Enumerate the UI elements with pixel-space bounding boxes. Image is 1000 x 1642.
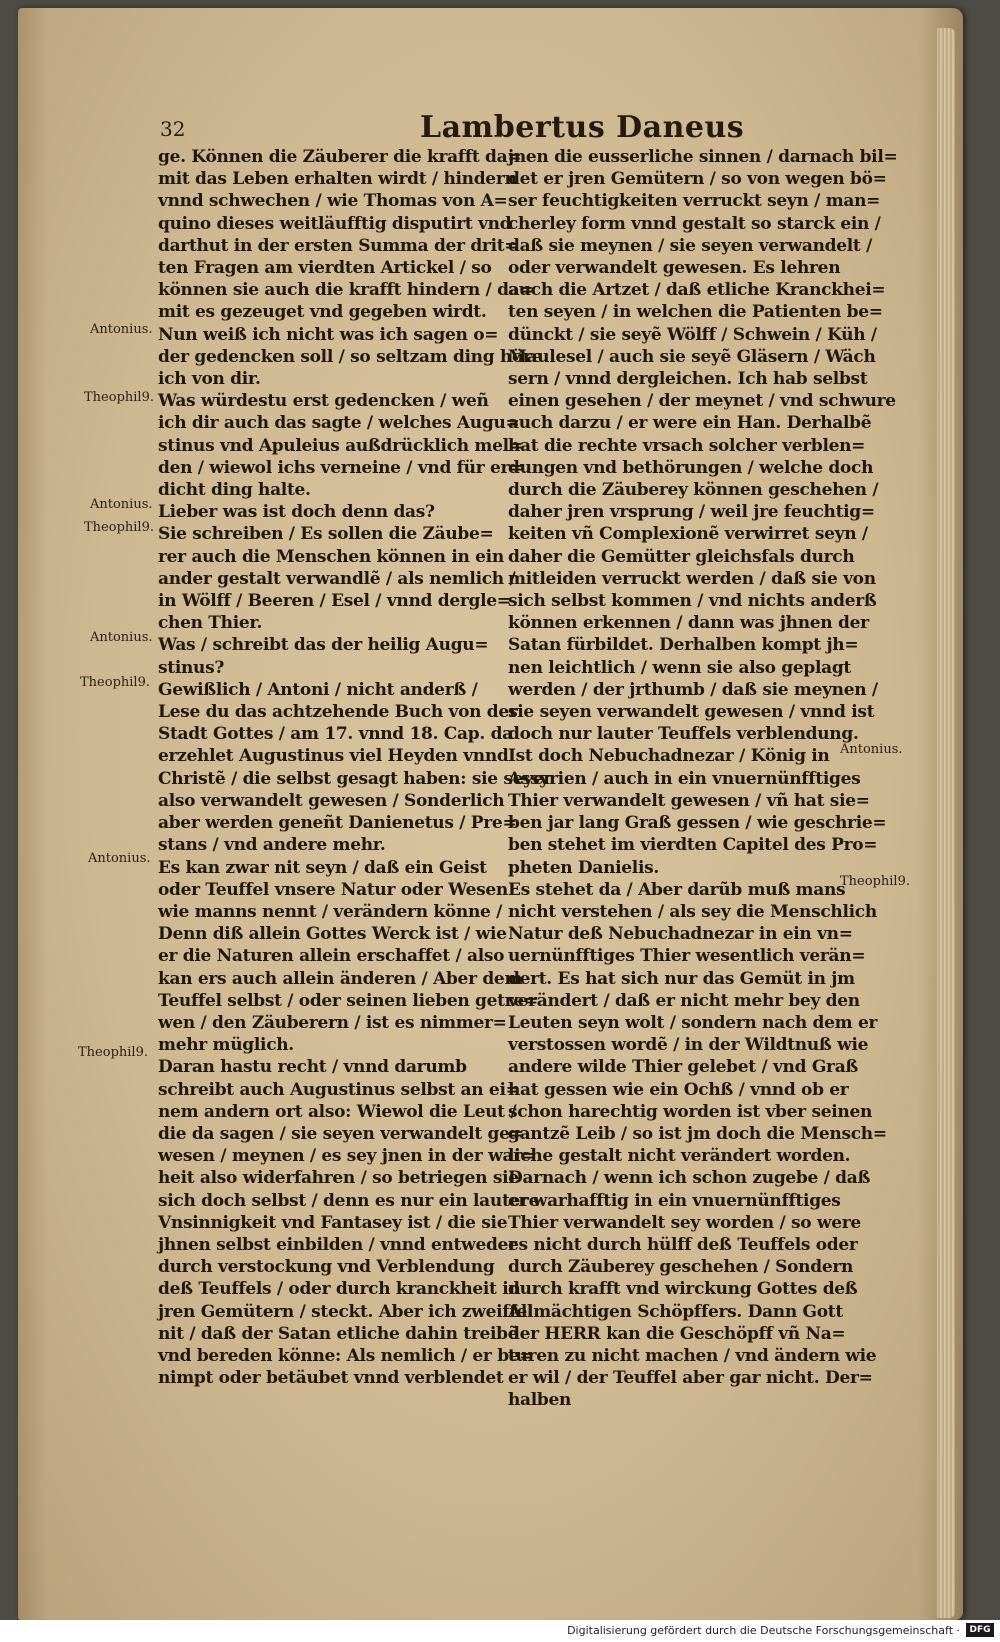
text-line: jhnen selbst einbilden / vnnd entweder (158, 1234, 517, 1255)
text-line: dert. Es hat sich nur das Gemüt in jm (508, 968, 855, 989)
text-line: daher die Gemütter gleichsfals durch (508, 546, 855, 567)
text-line: halben (508, 1390, 572, 1411)
text-line: wie manns nennt / verändern könne / (158, 901, 503, 922)
margin-note-speaker: Theophil9. (80, 675, 150, 690)
text-line: Lese du das achtzehende Buch von der (158, 702, 518, 723)
text-line: ser feuchtigkeiten verruckt seyn / man= (508, 191, 881, 212)
text-line: die da sagen / sie seyen verwandelt ge= (158, 1123, 524, 1144)
text-line: ten seyen / in welchen die Patienten be= (508, 302, 883, 323)
text-line: Thier verwandelt sey worden / so were (508, 1212, 861, 1233)
text-line: ben stehet im vierdten Capitel des Pro= (508, 835, 878, 856)
text-line: Darnach / wenn ich schon zugebe / daß (508, 1168, 871, 1189)
text-line: quino dieses weitläufftig disputirt vnd (158, 213, 512, 234)
text-line: uernünfftiges Thier wesentlich verän= (508, 946, 866, 967)
text-line: Was würdestu erst gedencken / weñ (158, 391, 489, 412)
text-line: mitleiden verruckt werden / daß sie von (508, 568, 876, 589)
text-line: sich selbst kommen / vnd nichts anderß (508, 591, 877, 612)
text-line: Natur deß Nebuchadnezar in ein vn= (508, 924, 853, 945)
text-line: stans / vnd andere mehr. (158, 835, 386, 856)
text-line: nem andern ort also: Wiewol die Leut / (158, 1101, 517, 1122)
text-line: durch krafft vnd wirckung Gottes deß (508, 1279, 858, 1300)
text-line: nit / daß der Satan etliche dahin treibẽ (158, 1323, 519, 1344)
running-head: Lambertus Daneus (420, 110, 745, 145)
footer-bar (0, 1620, 1000, 1642)
text-line: mit das Leben erhalten wirdt / hindern (158, 169, 517, 190)
text-line: hat die rechte vrsach solcher verblen= (508, 435, 866, 456)
text-line: dicht ding halte. (158, 480, 311, 501)
text-line: Gewißlich / Antoni / nicht anderß / (158, 679, 478, 700)
text-line: dünckt / sie seyẽ Wölff / Schwein / Küh / (508, 324, 877, 345)
page-number: 32 (160, 117, 186, 141)
text-line: darthut in der ersten Summa der drit= (158, 235, 519, 256)
text-line: nen leichtlich / wenn sie also geplagt (508, 657, 851, 678)
text-line: dungen vnd bethörungen / welche doch (508, 457, 874, 478)
text-line: aber werden geneñt Danienetus / Pre= (158, 813, 517, 834)
text-line: Stadt Gottes / am 17. vnnd 18. Cap. da (158, 724, 513, 745)
text-line: auch darzu / er were ein Han. Derhalbẽ (508, 413, 872, 434)
text-line: ich dir auch das sagte / welches Augu= (158, 413, 520, 434)
text-line: oder Teuffel vnsere Natur oder Wesen (158, 879, 508, 900)
text-line: den / wiewol ichs verneine / vnd für er= (158, 457, 524, 478)
left-text-column (158, 146, 556, 1389)
text-line: Ist doch Nebuchadnezar / König in (508, 746, 830, 767)
text-line: Nun weiß ich nicht was ich sagen o= (158, 324, 499, 345)
margin-note-speaker: Antonius. (90, 630, 153, 645)
text-line: Thier verwandelt gewesen / vñ hat sie= (508, 790, 870, 811)
text-line: mit es gezeuget vnd gegeben wirdt. (158, 302, 487, 323)
text-line: Leuten seyn wolt / sondern nach dem er (508, 1012, 878, 1033)
text-line: Satan fürbildet. Derhalben kompt jh= (508, 635, 859, 656)
text-line: jnen die eusserliche sinnen / darnach bil= (508, 147, 898, 167)
text-line: deß Teuffels / oder durch kranckheit in (158, 1279, 521, 1300)
margin-note-speaker: Theophil9. (84, 390, 154, 405)
text-line: verändert / daß er nicht mehr bey den (508, 990, 860, 1011)
margin-note-speaker: Antonius. (88, 851, 151, 866)
text-line: chen Thier. (158, 613, 263, 634)
text-line: können erkennen / dann was jhnen der (508, 613, 869, 634)
text-line: vnnd schwechen / wie Thomas von A= (158, 191, 508, 212)
text-line: doch nur lauter Teuffels verblendung. (508, 724, 859, 745)
footer-credit: Digitalisierung gefördert durch die Deutsche Forschungsgemeinschaft · (567, 1624, 960, 1637)
text-line: auch die Artzet / daß etliche Kranckhei= (508, 280, 886, 301)
text-line: schon harechtig worden ist vber seinen (508, 1101, 873, 1122)
text-line: es nicht durch hülff deß Teuffels oder (508, 1234, 858, 1255)
margin-note-speaker: Theophil9. (78, 1045, 148, 1060)
text-line: wesen / meynen / es sey jnen in der war= (158, 1146, 536, 1167)
text-line: Vnsinnigkeit vnd Fantasey ist / die sie (158, 1212, 508, 1233)
text-line: ben jar lang Graß gessen / wie geschrie= (508, 813, 887, 834)
text-line: durch Zäuberey geschehen / Sondern (508, 1257, 854, 1278)
text-line: cherley form vnnd gestalt so starck ein / (508, 213, 881, 234)
text-line: der HERR kan die Geschöpff vñ Na= (508, 1323, 846, 1344)
text-line: kan ers auch allein änderen / Aber dem (158, 968, 523, 989)
text-line: einen gesehen / der meynet / vnd schwure (508, 391, 896, 412)
text-line: Sie schreiben / Es sollen die Zäube= (158, 524, 494, 545)
text-line: er wil / der Teuffel aber gar nicht. Der= (508, 1368, 873, 1389)
text-line: jren Gemütern / steckt. Aber ich zweiffel (158, 1301, 533, 1322)
text-line: schreibt auch Augustinus selbst an ei= (158, 1079, 520, 1100)
text-line: Es kan zwar nit seyn / daß ein Geist (158, 857, 487, 878)
margin-note-speaker: Antonius. (840, 742, 903, 757)
text-line: Es stehet da / Aber darũb muß mans (508, 879, 846, 900)
margin-note-speaker: Antonius. (90, 497, 153, 512)
text-line: er warhafftig in ein vnuernünfftiges (508, 1190, 841, 1211)
text-line: Teuffel selbst / oder seinen lieben getre= (158, 990, 538, 1011)
text-line: Was / schreibt das der heilig Augu= (158, 635, 489, 656)
text-line: gantzẽ Leib / so ist jm doch die Mensch= (508, 1123, 887, 1144)
page-edges (937, 28, 955, 1618)
margin-note-speaker: Theophil9. (84, 520, 154, 535)
text-line: Assyrien / auch in ein vnuernünfftiges (508, 768, 861, 789)
text-line: mehr müglich. (158, 1035, 294, 1056)
text-line: pheten Danielis. (508, 857, 660, 878)
text-line: stinus vnd Apuleius außdrücklich mel= (158, 435, 523, 456)
text-line: sern / vnnd dergleichen. Ich hab selbst (508, 369, 868, 390)
text-line: verstossen wordẽ / in der Wildtnuß wie (508, 1035, 869, 1056)
text-line: det er jren Gemütern / so von wegen bö= (508, 169, 887, 190)
dfg-logo: DFG (966, 1623, 994, 1637)
text-line: Maulesel / auch sie seyẽ Gläsern / Wäch (508, 346, 876, 367)
text-line: daher jren vrsprung / weil jre feuchtig= (508, 502, 875, 523)
text-line: Christẽ / die selbst gesagt haben: sie seyen (158, 768, 556, 789)
margin-note-speaker: Antonius. (90, 322, 153, 337)
text-line: andere wilde Thier gelebet / vnd Graß (508, 1057, 859, 1078)
text-line: durch die Zäuberey können geschehen / (508, 480, 879, 501)
text-line: hat gessen wie ein Ochß / vnnd ob er (508, 1079, 849, 1100)
text-line: nimpt oder betäubet vnnd verblendet (158, 1368, 504, 1389)
text-line: er die Naturen allein erschaffet / also (158, 946, 505, 967)
text-line: der gedencken soll / so seltzam ding höre (158, 346, 543, 367)
text-line: vnd bereden könne: Als nemlich / er be= (158, 1345, 534, 1366)
text-line: liche gestalt nicht verändert worden. (508, 1146, 851, 1167)
text-line: Denn diß allein Gottes Werck ist / wie (158, 924, 507, 945)
text-line: keiten vñ Complexionẽ verwirret seyn / (508, 524, 868, 545)
text-line: erzehlet Augustinus viel Heyden vnnd (158, 746, 509, 767)
text-line: turen zu nicht machen / vnd ändern wie (508, 1345, 877, 1366)
text-line: werden / der jrthumb / daß sie meynen / (508, 679, 878, 700)
text-line: daß sie meynen / sie seyen verwandelt / (508, 235, 872, 256)
text-line: ge. Können die Zäuberer die krafft da= (158, 147, 522, 167)
text-line: also verwandelt gewesen / Sonderlich (158, 790, 505, 811)
text-line: Daran hastu recht / vnnd darumb (158, 1057, 467, 1078)
text-line: stinus? (158, 657, 225, 678)
text-line: können sie auch die krafft hindern / da= (158, 280, 534, 301)
text-line: durch verstockung vnd Verblendung (158, 1257, 495, 1278)
text-line: oder verwandelt gewesen. Es lehren (508, 258, 841, 279)
text-line: wen / den Zäuberern / ist es nimmer= (158, 1012, 507, 1033)
text-line: nicht verstehen / als sey die Menschlich (508, 901, 877, 922)
text-line: sich doch selbst / denn es nur ein lautere (158, 1190, 540, 1211)
text-line: rer auch die Menschen können in ein (158, 546, 504, 567)
margin-note-speaker: Theophil9. (840, 874, 910, 889)
text-line: Lieber was ist doch denn das? (158, 502, 435, 523)
text-line: Allmächtigen Schöpffers. Dann Gott (508, 1301, 843, 1322)
text-line: ten Fragen am vierdten Artickel / so (158, 258, 492, 279)
text-line: ich von dir. (158, 369, 261, 390)
text-line: heit also widerfahren / so betriegen sie (158, 1168, 519, 1189)
text-line: sie seyen verwandelt gewesen / vnnd ist (508, 702, 875, 723)
text-line: in Wölff / Beeren / Esel / vnnd dergle= (158, 591, 511, 612)
text-line: ander gestalt verwandlẽ / als nemlich / (158, 568, 516, 589)
